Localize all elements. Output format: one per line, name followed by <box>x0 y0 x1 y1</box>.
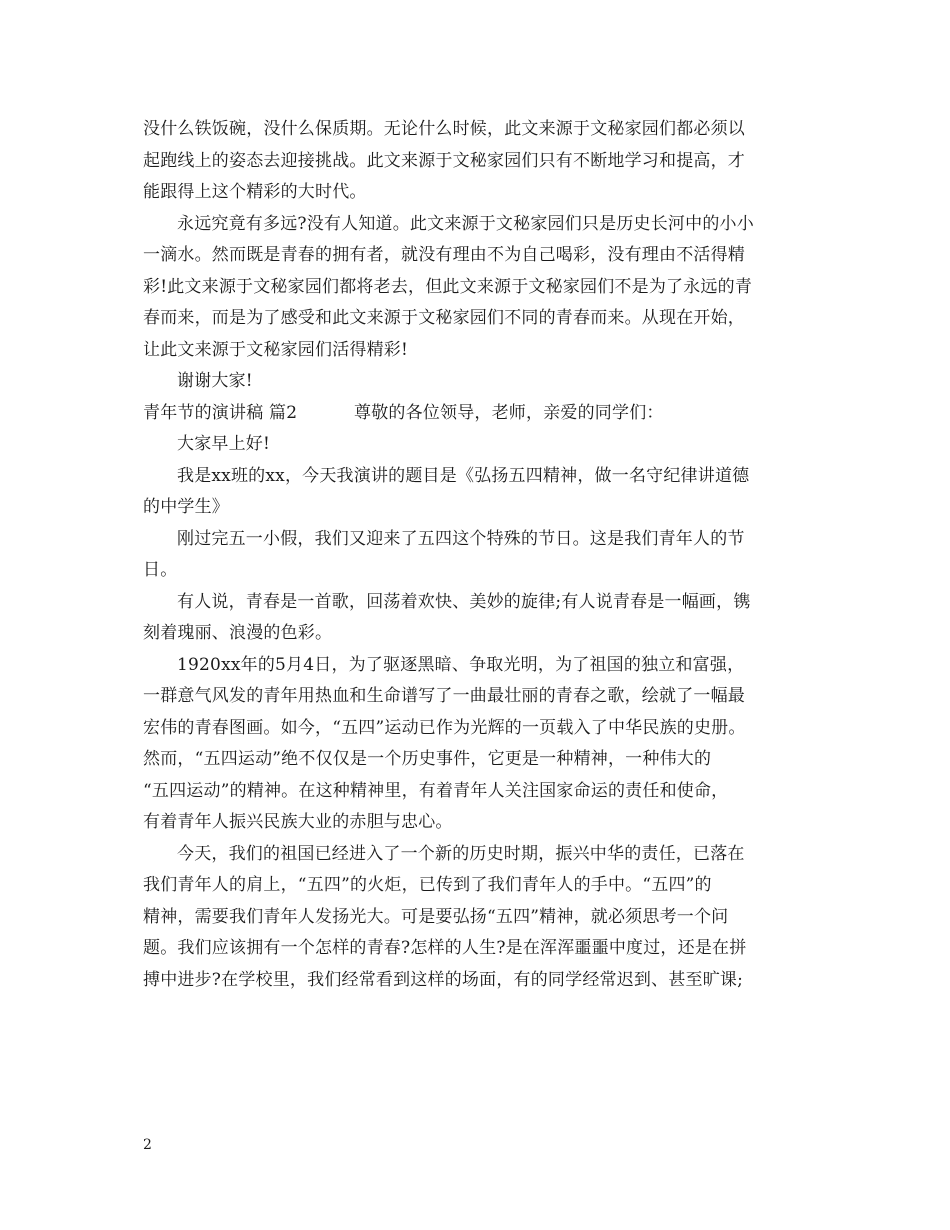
section-title-row <box>143 398 823 430</box>
section-title: 青年节的演讲稿 篇2 <box>143 402 298 423</box>
text-line: 春而来，而是为了感受和此文来源于文秘家园们不同的青春而来。从现在开始， <box>143 308 745 328</box>
text-line: 我是xx班的xx，今天我演讲的题目是《弘扬五四精神，做一名守纪律讲道德 <box>177 465 750 486</box>
text-line: 谢谢大家! <box>177 371 253 391</box>
text-line: 的中学生》 <box>143 497 229 517</box>
text-line: 能跟得上这个精彩的大时代。 <box>143 182 367 202</box>
text-line: 彩!此文来源于文秘家园们都将老去，但此文来源于文秘家园们不是为了永远的青 <box>143 276 753 297</box>
text-line: “五四运动”的精神。在这种精神里，有着青年人关注国家命运的责任和使命， <box>143 780 729 801</box>
text-line: 一滴水。然而既是青春的拥有者，就没有理由不为自己喝彩，没有理由不活得精 <box>143 245 745 265</box>
text-line: 没什么铁饭碗，没什么保质期。无论什么时候，此文来源于文秘家园们都必须以 <box>143 119 745 139</box>
text-line: 刚过完五一小假，我们又迎来了五四这个特殊的节日。这是我们青年人的节 <box>177 528 745 549</box>
text-line: 永远究竟有多远?没有人知道。此文来源于文秘家园们只是历史长河中的小小 <box>177 213 754 234</box>
text-line: 有着青年人振兴民族大业的赤胆与忠心。 <box>143 812 453 832</box>
text-line: 搏中进步?在学校里，我们经常看到这样的场面，有的同学经常迟到、甚至旷课; <box>143 969 744 990</box>
document-body <box>143 114 823 996</box>
text-line: 日。 <box>143 560 178 580</box>
text-line: 1920xx年的5月4日，为了驱逐黑暗、争取光明，为了祖国的独立和富强， <box>177 654 745 675</box>
text-line: 精神，需要我们青年人发扬光大。可是要弘扬“五四”精神，就必须思考一个问 <box>143 906 729 927</box>
text-line: 宏伟的青春图画。如今，“五四”运动已作为光辉的一页载入了中华民族的史册。 <box>143 717 746 738</box>
salutation: 尊敬的各位领导，老师，亲爱的同学们： <box>354 402 664 423</box>
text-line: 然而，“五四运动”绝不仅仅是一个历史事件，它更是一种精神，一种伟大的 <box>143 749 712 769</box>
text-line: 有人说，青春是一首歌，回荡着欢快、美妙的旋律;有人说青春是一幅画，镌 <box>177 591 751 612</box>
text-line: 一群意气风发的青年用热血和生命谱写了一曲最壮丽的青春之歌，绘就了一幅最 <box>143 686 745 706</box>
text-line: 今天，我们的祖国已经进入了一个新的历史时期，振兴中华的责任，已落在 <box>177 843 745 864</box>
text-line: 我们青年人的肩上，“五四”的火炬，已传到了我们青年人的手中。“五四”的 <box>143 875 712 895</box>
text-line: 让此文来源于文秘家园们活得精彩! <box>143 339 409 360</box>
text-line: 刻着瑰丽、浪漫的色彩。 <box>143 623 333 643</box>
text-line: 大家早上好! <box>177 434 271 454</box>
page-number: 2 <box>143 1137 152 1153</box>
text-line: 题。我们应该拥有一个怎样的青春?怎样的人生?是在浑浑噩噩中度过，还是在拼 <box>143 938 747 958</box>
text-line: 起跑线上的姿态去迎接挑战。此文来源于文秘家园们只有不断地学习和提高，才 <box>143 150 745 171</box>
